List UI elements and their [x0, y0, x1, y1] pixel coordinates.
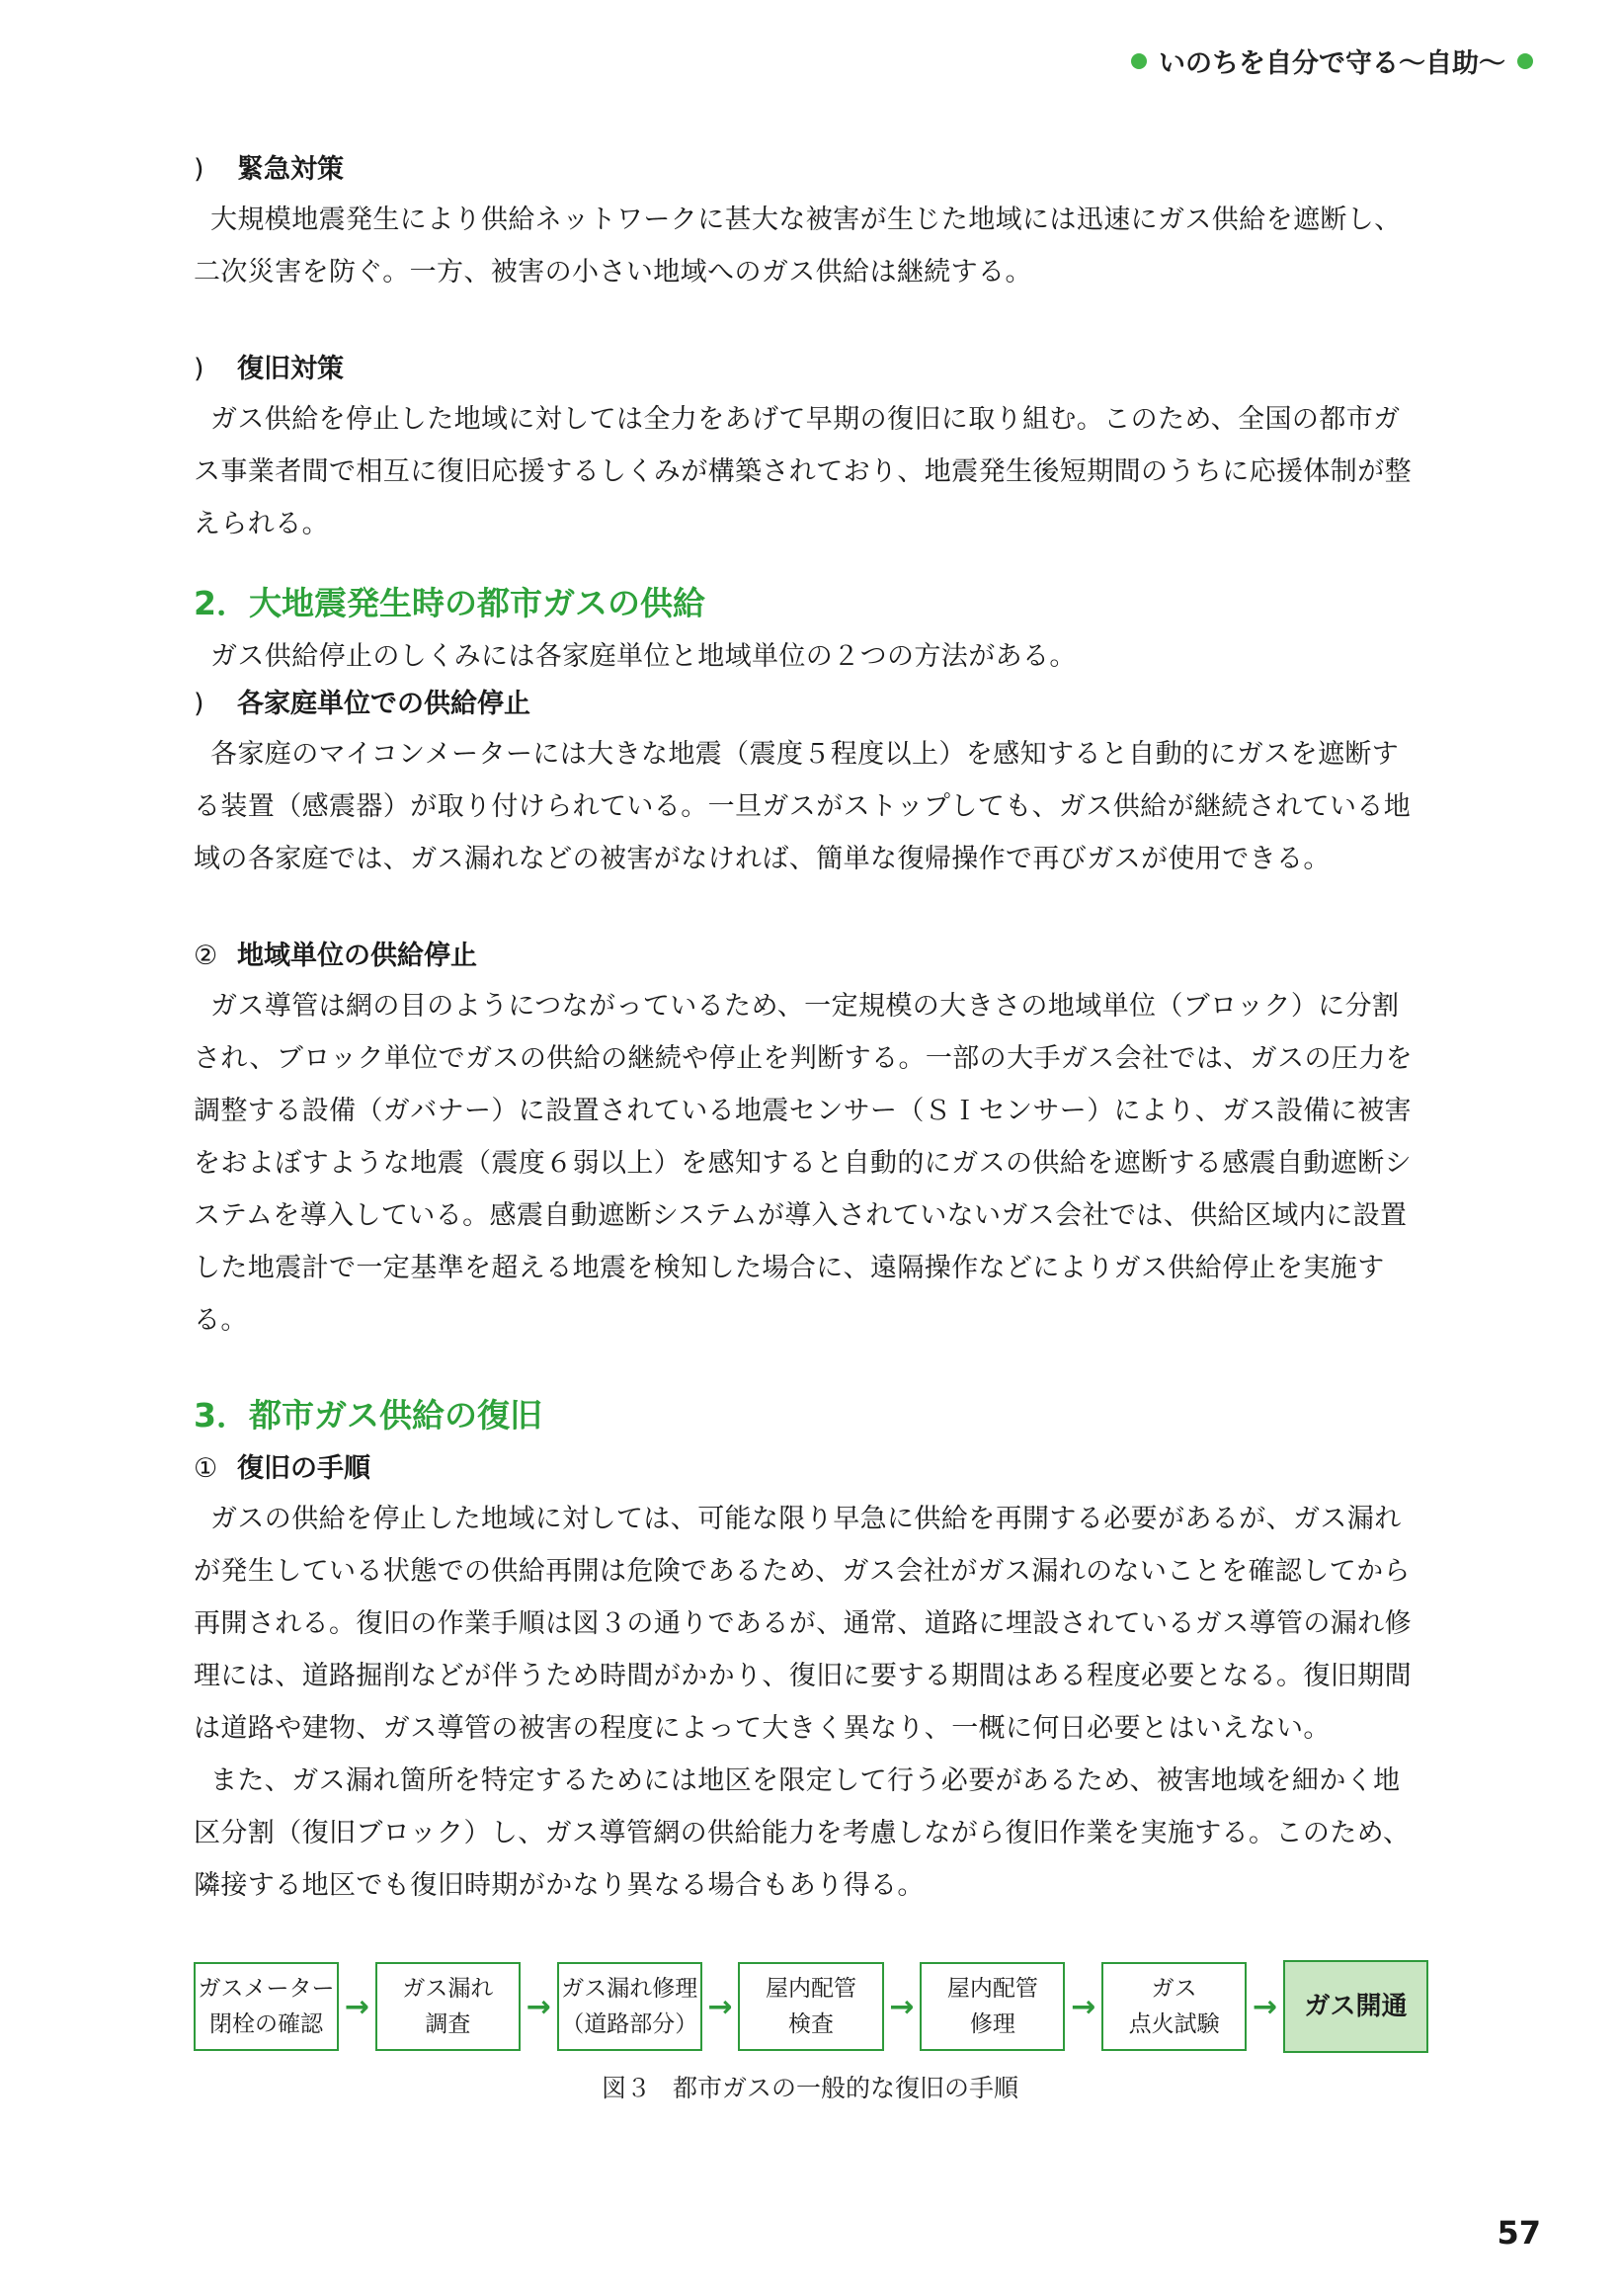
paragraph-line: した地震計で一定基準を超える地震を検知した場合に、遠隔操作などによりガス供給停止を実施する。 [194, 1253, 1385, 1336]
section-heading-3: 3．都市ガス供給の復旧 [194, 1396, 542, 1435]
subheading-procedure [194, 1445, 1438, 1493]
subheading-number: ① [194, 1453, 218, 1484]
paragraph-line: ガス導管は網の目のようにつながっているため、一定規模の大きさの地域単位（ブロック）に分割 [210, 991, 1400, 1022]
flow-step-line: ガス漏れ [402, 1976, 494, 2002]
subheading-title: 緊急対策 [237, 154, 344, 185]
flow-step-leak-repair-road [557, 1962, 702, 2051]
section-intro: ガス供給停止のしくみには各家庭単位と地域単位の２つの方法がある。 [210, 641, 1077, 672]
paragraph-line: 二次災害を防ぐ。一方、被害の小さい地域へのガス供給は継続する。 [194, 257, 1032, 287]
subheading-number: ② [194, 941, 218, 971]
flow-step-indoor-repair [920, 1962, 1065, 2051]
paragraph-line: また、ガス漏れ箇所を特定するためには地区を限定して行う必要があるため、被害地域を細かく地 [210, 1765, 1401, 1796]
paragraph-line: 大規模地震発生により供給ネットワークに甚大な被害が生じた地域には迅速にガス供給を遮断し、 [210, 205, 1402, 235]
arrow-right-icon: → [1071, 1989, 1096, 2024]
page-header [1131, 41, 1533, 80]
subheading-number: ) [194, 689, 204, 719]
flow-step-line: 閉栓の確認 [209, 2011, 324, 2037]
flow-step-line: 屋内配管 [946, 1976, 1038, 2002]
arrow-right-icon: → [344, 1989, 370, 2024]
flow-step-line: ガスメーター [198, 1976, 335, 2002]
subheading-title: 復旧の手順 [237, 1453, 370, 1484]
subheading-title: 各家庭単位での供給停止 [237, 689, 530, 719]
paragraph-line: され、ブロック単位でガスの供給の継続や停止を判断する。一部の大手ガス会社では、ガスの圧力を [194, 1043, 1414, 1074]
green-dot-icon [1517, 53, 1533, 69]
paragraph-line: 調整する設備（ガバナー）に設置されている地震センサー（ＳＩセンサー）により、ガス設備に被害 [194, 1096, 1412, 1126]
flow-step-line: ガス漏れ修理 [561, 1976, 698, 2002]
flow-step-meter-check [194, 1962, 339, 2051]
subheading-regional [194, 933, 1438, 980]
subheading-emergency [194, 146, 1438, 194]
flow-step-ignition-test [1101, 1962, 1247, 2051]
paragraph-line: ガス供給を停止した地域に対しては全力をあげて早期の復旧に取り組む。このため、全国の都市ガ [210, 404, 1401, 435]
flow-step-line: 屋内配管 [766, 1976, 857, 2002]
flow-step-line: 点火試験 [1128, 2011, 1220, 2037]
paragraph-line: 理には、道路掘削などが伴うため時間がかかり、復旧に要する期間はある程度必要となる。復旧期間 [194, 1661, 1412, 1691]
recovery-flow-diagram [194, 1959, 1428, 2054]
paragraph-line: ガスの供給を停止した地域に対しては、可能な限り早急に供給を再開する必要があるが、ガス漏れ [210, 1504, 1402, 1534]
green-dot-icon [1131, 53, 1147, 69]
paragraph-line: 各家庭のマイコンメーターには大きな地震（震度５程度以上）を感知すると自動的にガスを遮断す [210, 739, 1400, 770]
flow-step-leak-survey [375, 1962, 521, 2051]
flow-step-line: 検査 [788, 2011, 835, 2037]
page-number: 57 [1497, 2214, 1541, 2252]
subheading-number: ) [194, 154, 204, 185]
flow-step-line: （道路部分） [561, 2011, 698, 2037]
subheading-recovery-measures [194, 346, 1438, 393]
paragraph-line: をおよぼすような地震（震度６弱以上）を感知すると自動的にガスの供給を遮断する感震自動遮断シ [194, 1148, 1412, 1179]
paragraph-line: えられる。 [194, 509, 329, 539]
paragraph-line: は道路や建物、ガス導管の被害の程度によって大きく異なり、一概に何日必要とはいえない。 [194, 1713, 1331, 1744]
paragraph-line: 区分割（復旧ブロック）し、ガス導管網の供給能力を考慮しながら復旧作業を実施する。このため、 [194, 1818, 1411, 1848]
flow-step-gas-restored [1283, 1960, 1428, 2053]
section-heading-2: 2．大地震発生時の都市ガスの供給 [194, 584, 705, 622]
arrow-right-icon: → [889, 1989, 915, 2024]
flow-step-indoor-inspection [738, 1962, 883, 2051]
flow-step-line: ガス [1151, 1976, 1197, 2002]
flow-step-line: 修理 [969, 2011, 1015, 2037]
paragraph-line: 再開される。復旧の作業手順は図３の通りであるが、通常、道路に埋設されているガス導管の漏れ修 [194, 1608, 1412, 1639]
arrow-right-icon: → [707, 1989, 733, 2024]
paragraph-line: 域の各家庭では、ガス漏れなどの被害がなければ、簡単な復帰操作で再びガスが使用できる。 [194, 844, 1331, 874]
subheading-title: 復旧対策 [237, 354, 344, 384]
figure-caption-text: 都市ガスの一般的な復旧の手順 [673, 2074, 1019, 2102]
subheading-title: 地域単位の供給停止 [237, 941, 477, 971]
paragraph-line: 隣接する地区でも復旧時期がかなり異なる場合もあり得る。 [194, 1870, 925, 1901]
main-content [194, 146, 1438, 1912]
arrow-right-icon: → [1253, 1989, 1278, 2024]
flow-step-line: ガス開通 [1304, 1992, 1408, 2021]
arrow-right-icon: → [526, 1989, 551, 2024]
paragraph-line: が発生している状態での供給再開は危険であるため、ガス会社がガス漏れのないことを確認してから [194, 1556, 1411, 1587]
figure-caption [0, 2069, 1620, 2104]
header-title: いのちを自分で守る〜自助〜 [1159, 48, 1505, 79]
paragraph-line: ス事業者間で相互に復旧応援するしくみが構築されており、地震発生後短期間のうちに応援体制が整 [194, 456, 1412, 487]
paragraph-line: る装置（感震器）が取り付けられている。一旦ガスがストップしても、ガス供給が継続されている地 [194, 791, 1412, 822]
paragraph-line: ステムを導入している。感震自動遮断システムが導入されていないガス会社では、供給区域内に設置 [194, 1200, 1408, 1231]
subheading-number: ) [194, 354, 204, 384]
flow-step-line: 調査 [425, 2011, 471, 2037]
subheading-household [194, 681, 1438, 728]
figure-number: 図３ [601, 2074, 651, 2102]
